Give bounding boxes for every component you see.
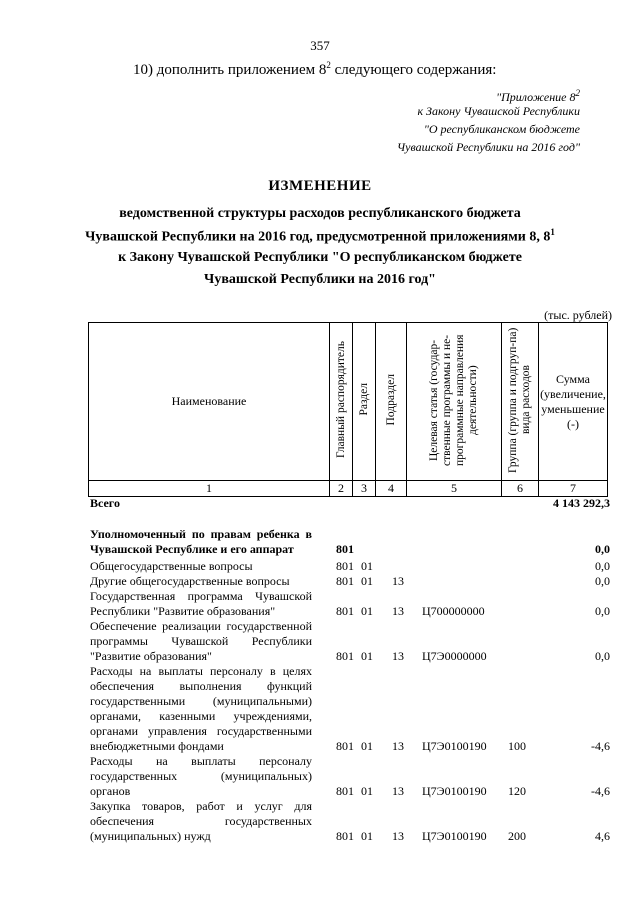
col-num-7: 7: [539, 481, 608, 497]
appendix-title: "Приложение 8: [496, 90, 576, 104]
col-num-1: 1: [89, 481, 330, 497]
header-section-text: Раздел: [357, 383, 370, 416]
row-name: Государственная программа Чувашской Республики "Развитие образования": [90, 589, 312, 618]
table-row: [90, 527, 610, 557]
intro-line: [133, 60, 496, 79]
row-chief: 801: [336, 784, 354, 798]
col-num-4: 4: [376, 481, 407, 497]
header-group: [502, 323, 539, 481]
row-subsection: 13: [392, 784, 404, 798]
header-subsection: [376, 323, 407, 481]
header-name-text: Наименование: [171, 394, 247, 408]
row-section: 01: [361, 829, 373, 843]
appendix-line-3: "О республиканском бюджете: [423, 122, 580, 136]
header-chief-text: Главный распорядитель: [334, 341, 347, 458]
title-line-1: ведомственной структуры расходов республиканского бюджета: [119, 206, 521, 221]
intro-prefix: 10) дополнить приложением 8: [133, 62, 327, 78]
row-subsection: 13: [392, 829, 404, 843]
row-group: 200: [508, 829, 526, 843]
row-section: 01: [361, 559, 373, 573]
row-name: Обеспечение реализации государственной программы Чувашской Республики "Развитие образования": [90, 619, 312, 663]
col-num-3: 3: [353, 481, 376, 497]
row-sum: 4,6: [595, 829, 610, 843]
row-chief: 801: [336, 574, 354, 588]
title-line-3: к Закону Чувашской Республики "О республиканском бюджете: [118, 250, 522, 265]
row-subsection: 13: [392, 574, 404, 588]
row-subsection: 13: [392, 739, 404, 753]
row-sum: 0,0: [595, 574, 610, 588]
header-target-text: Целевая статья (государ-ственные программы и не-программные направления деятельности): [428, 333, 479, 466]
header-sum: [539, 323, 608, 481]
row-chief: 801: [336, 559, 354, 573]
total-row: [90, 496, 610, 511]
title-line-2-sup: 1: [550, 227, 555, 237]
row-sum: -4,6: [591, 739, 610, 753]
row-section: 01: [361, 784, 373, 798]
row-name: Расходы на выплаты персоналу государственных (муниципальных) органов: [90, 754, 312, 798]
table-row: [90, 619, 610, 664]
row-section: 01: [361, 739, 373, 753]
header-numbers-row: [89, 481, 608, 497]
table-row: [90, 559, 610, 574]
row-target: Ц700000000: [422, 604, 485, 618]
intro-suffix: следующего содержания:: [330, 62, 497, 78]
row-sum: 0,0: [595, 604, 610, 618]
row-sum: 0,0: [595, 542, 610, 556]
row-group: 120: [508, 784, 526, 798]
row-chief: 801: [336, 542, 354, 556]
total-value: 4 143 292,3: [553, 496, 610, 510]
table-body: [90, 527, 610, 844]
header-chief: [330, 323, 353, 481]
table-row: [90, 589, 610, 619]
row-chief: 801: [336, 739, 354, 753]
row-target: Ц7Э0000000: [422, 649, 487, 663]
row-target: Ц7Э0100190: [422, 829, 487, 843]
row-chief: 801: [336, 604, 354, 618]
col-num-6: 6: [502, 481, 539, 497]
title-line-2: [0, 227, 640, 246]
table-row: [90, 754, 610, 799]
col-num-5: 5: [407, 481, 502, 497]
row-name: Уполномоченный по правам ребенка в Чувашской Республике и его аппарат: [90, 527, 312, 556]
row-sum: 0,0: [595, 559, 610, 573]
row-chief: 801: [336, 649, 354, 663]
col-num-2: 2: [330, 481, 353, 497]
row-subsection: 13: [392, 649, 404, 663]
table-row: [90, 574, 610, 589]
row-subsection: 13: [392, 604, 404, 618]
row-section: 01: [361, 574, 373, 588]
header-group-text: Группа (группа и подгруп-па) вида расходов: [507, 326, 532, 473]
row-sum: -4,6: [591, 784, 610, 798]
appendix-line-4: Чувашской Республики на 2016 год": [396, 140, 580, 154]
appendix-line-2: к Закону Чувашской Республики: [417, 104, 580, 118]
title-line-2-text: Чувашской Республики на 2016 год, предусмотренной приложениями 8, 8: [85, 229, 551, 245]
header-name: [89, 323, 330, 481]
header-target: [407, 323, 502, 481]
table-header: [88, 322, 608, 497]
row-name: Общегосударственные вопросы: [90, 559, 253, 573]
header-section: [353, 323, 376, 481]
row-chief: 801: [336, 829, 354, 843]
document-title: ИЗМЕНЕНИЕ: [268, 178, 372, 194]
row-name: Расходы на выплаты персоналу в целях обеспечения выполнения функций государственными (муниципальными) органами, казенными учреждениями, органами управления государственными внебюджетными фондами: [90, 664, 312, 753]
page-number: 357: [310, 38, 330, 53]
title-line-4: Чувашской Республики на 2016 год": [204, 272, 436, 287]
units-label: (тыс. рублей): [544, 308, 612, 322]
row-section: 01: [361, 649, 373, 663]
total-label: Всего: [90, 496, 120, 510]
row-group: 100: [508, 739, 526, 753]
row-target: Ц7Э0100190: [422, 739, 487, 753]
row-section: 01: [361, 604, 373, 618]
row-name: Другие общегосударственные вопросы: [90, 574, 290, 588]
row-target: Ц7Э0100190: [422, 784, 487, 798]
table-row: [90, 799, 610, 844]
header-sum-text: Сумма (увеличение, уменьшение (-): [540, 371, 606, 431]
header-subsection-text: Подраздел: [384, 373, 397, 426]
appendix-sup: 2: [575, 88, 580, 98]
row-sum: 0,0: [595, 649, 610, 663]
table-row: [90, 664, 610, 754]
row-name: Закупка товаров, работ и услуг для обеспечения государственных (муниципальных) нужд: [90, 799, 312, 843]
intro-sup: 2: [326, 60, 331, 70]
